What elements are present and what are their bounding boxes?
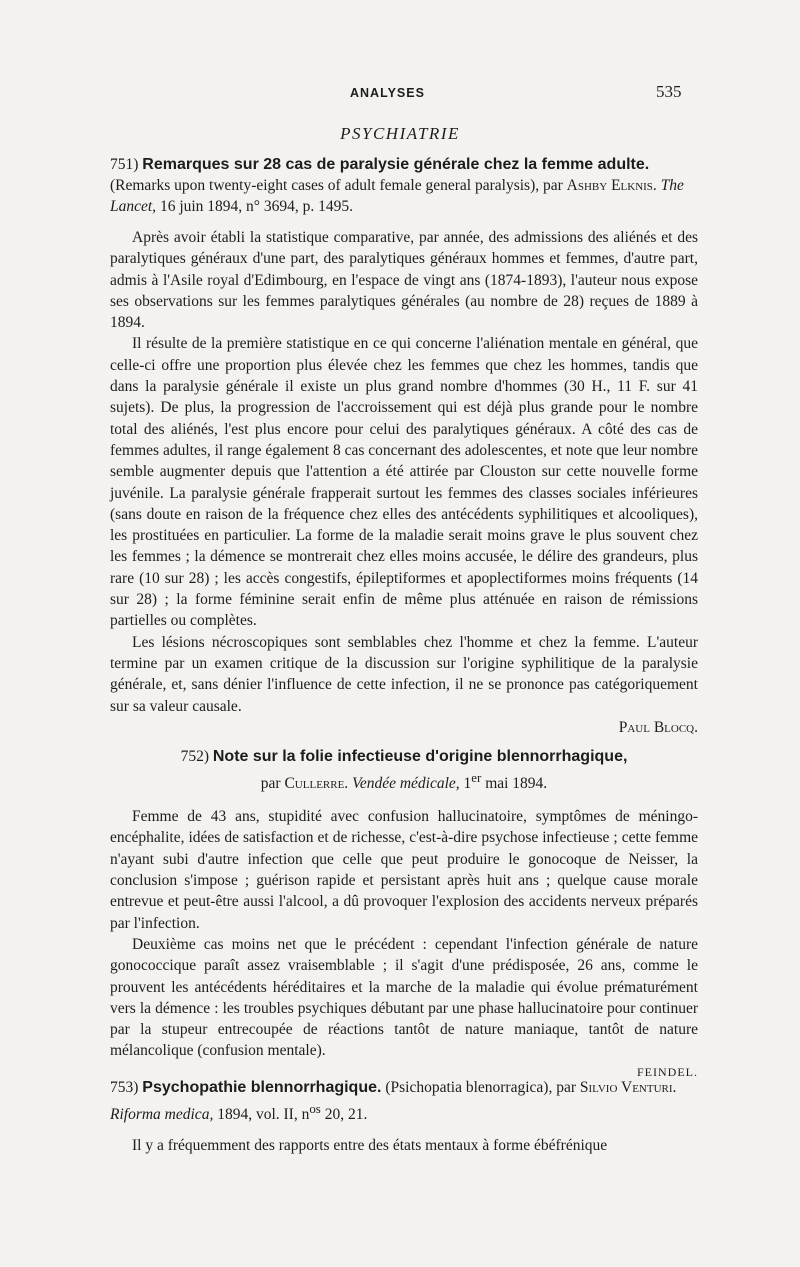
date-rest: mai 1894. bbox=[485, 775, 548, 793]
author-name: Cullerre. bbox=[284, 775, 349, 793]
entry-number: 751) bbox=[110, 156, 139, 173]
entry-751-heading bbox=[110, 154, 698, 217]
entry-753 bbox=[110, 1077, 698, 1156]
entry-title: Psychopathie blennorrhagique. bbox=[142, 1079, 382, 1096]
paragraph: Deuxième cas moins net que le précédent : cependant l'infection générale de nature gonococcique paraît assez vraisemblable ; il s'agit d'une prédisposée, 26 ans, comme le prouvent les antécédents héréditaires et la marche de la maladie qui évolue prématurément vers la démence : les troubles psychiques débutant par une phase hallucinatoire pour continuer par la stupeur entrecoupée de réactions tantôt de nature maniaque, tantôt de nature mélancolique (confusion mentale). bbox=[110, 935, 698, 1060]
citation-superscript: os bbox=[309, 1101, 321, 1116]
entry-title: Remarques sur 28 cas de paralysie générale chez la femme adulte. bbox=[142, 156, 650, 173]
paragraph: Il résulte de la première statistique en ce qui concerne l'aliénation mentale en général, que celle-ci offre une proportion plus élevée chez les femmes que chez les hommes, tandis que dans la paralysie générale il existe un plus grand nombre d'hommes (30 H., 11 F. sur 41 sujets). De plus, la progression de l'accroissement qui est déjà plus grande pour le nombre total des aliénés, l'est plus encore pour celui des paralytiques généraux. A côté des cas de femmes adultes, il range également 8 cas concernant des adolescentes, et note que leur nombre semble augmenter depuis que l'attention a été attirée par Clouston sur cette nouvelle forme juvénile. La paralysie générale frapperait surtout les femmes des classes sociales inférieures (sans doute en raison de la fréquence chez elles des antécédents syphilitiques et alcooliques), les prostituées en particulier. La forme de la maladie serait moins grave le plus souvent chez les femmes ; la démence se montrerait chez elles moins accusée, le délire des grandeurs, plus rare (10 sur 28) ; les accès congestifs, épileptiformes et apoplectiformes moins fréquents (14 sur 28) ; la forme féminine serait enfin de même plus atténuée en raison de rémissions partielles ou complètes. bbox=[110, 335, 698, 630]
entry-752-body bbox=[110, 806, 698, 1083]
section-title: PSYCHIATRIE bbox=[340, 124, 460, 143]
entry-751 bbox=[110, 154, 698, 738]
page-number: 535 bbox=[656, 82, 682, 101]
author-name: Ashby Elknis. bbox=[566, 177, 657, 194]
entry-753-body bbox=[110, 1135, 698, 1156]
by-label: par bbox=[260, 775, 281, 793]
original-title: (Remarks upon twenty-eight cases of adult female general paralysis), par bbox=[110, 177, 563, 194]
reviewer-signature: FEINDEL. bbox=[637, 1064, 698, 1079]
author-name: Silvio Venturi. bbox=[579, 1079, 677, 1096]
entry-753-heading bbox=[110, 1077, 698, 1125]
paragraph: Après avoir établi la statistique comparative, par année, des admissions des aliénés et des paralytiques généraux d'une part, des paralytiques généraux hommes et femmes, d'autre part, admis à l'Asile royal d'Edimbourg, en l'espace de vingt ans (1874-1893), l'auteur nous expose ses observations sur les femmes paralytiques générales (au nombre de 28) reçues de 1889 à 1894. bbox=[110, 229, 698, 332]
entry-number: 753) bbox=[110, 1079, 139, 1096]
entry-751-body bbox=[110, 227, 698, 738]
journal-name: Riforma medica, bbox=[110, 1106, 214, 1124]
citation-reference: 1894, vol. II, n bbox=[217, 1106, 310, 1124]
reviewer-signature: Paul Blocq. bbox=[618, 718, 698, 736]
paragraph: Il y a fréquemment des rapports entre des états mentaux à forme ébéfrénique bbox=[132, 1137, 608, 1155]
date-superscript: er bbox=[471, 770, 482, 785]
original-title: (Psichopatia blenorragica), par bbox=[385, 1079, 576, 1096]
citation-numbers: 20, 21. bbox=[324, 1106, 368, 1124]
date-day: 1 bbox=[463, 775, 472, 793]
entry-number: 752) bbox=[180, 748, 209, 765]
paragraph: Femme de 43 ans, stupidité avec confusion hallucinatoire, symptômes de méningo-encéphalite, idées de satisfaction et de richesse, c'est-à-dire psychose infectieuse ; cette femme n'ayant subi d'autre infection que celle que peut produire le gonocoque de Neisser, la conclusion s'impose ; guérison rapide et persistant après huit ans ; quelque cause morale entrevue et peut-être aussi l'alcool, a dû provoquer l'explosion des accidents nerveux préparés par l'infection. bbox=[110, 808, 698, 932]
running-title: ANALYSES bbox=[350, 86, 425, 100]
journal-name: Vendée médicale, bbox=[352, 775, 460, 793]
entry-752-heading bbox=[110, 746, 698, 794]
paragraph: Les lésions nécroscopiques sont semblables chez l'homme et chez la femme. L'auteur termine par un examen critique de la discussion sur l'origine syphilitique de la paralysie générale, et, sans dénier l'influence de cette infection, il ne se prononce pas catégoriquement sur sa valeur causale. bbox=[110, 633, 698, 715]
journal-name: The Lancet, bbox=[110, 177, 684, 215]
citation-reference: 16 juin 1894, n° 3694, p. 1495. bbox=[159, 198, 353, 215]
page-header bbox=[0, 82, 800, 106]
entry-752 bbox=[110, 746, 698, 1083]
entry-title: Note sur la folie infectieuse d'origine blennorrhagique, bbox=[212, 748, 628, 765]
